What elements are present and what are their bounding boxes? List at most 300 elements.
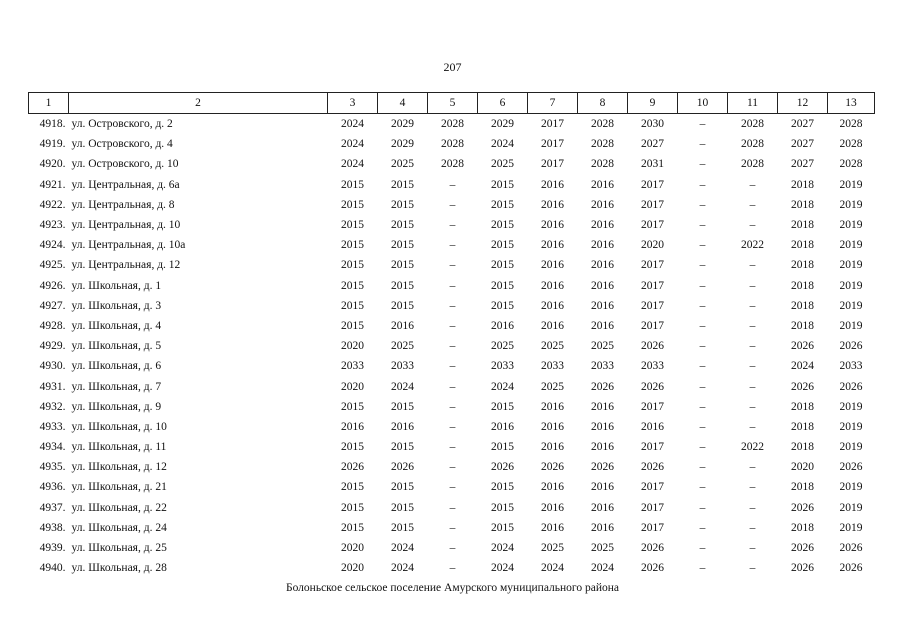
row-number: 4938. — [39, 521, 66, 534]
address-cell: ул. Центральная, д. 8 — [71, 198, 175, 211]
year-cell-col-8: 2016 — [591, 319, 614, 332]
address-cell: ул. Школьная, д. 28 — [71, 562, 167, 575]
row-number: 4931. — [39, 380, 66, 393]
year-cell-col-12: 2027 — [791, 118, 814, 131]
year-cell-col-11: – — [749, 178, 756, 191]
year-cell-col-7: 2024 — [541, 562, 564, 575]
year-cell-col-11: – — [749, 542, 756, 555]
row-number: 4919. — [39, 138, 66, 151]
year-cell-col-3: 2015 — [341, 279, 364, 292]
year-cell-col-11: – — [749, 461, 756, 474]
year-cell-col-6: 2015 — [491, 521, 514, 534]
year-cell-col-5: – — [449, 279, 456, 292]
year-cell-col-7: 2025 — [541, 542, 564, 555]
year-cell-col-8: 2016 — [591, 400, 614, 413]
year-cell-col-12: 2026 — [791, 542, 814, 555]
year-cell-col-10: – — [699, 481, 706, 494]
year-cell-col-12: 2018 — [791, 279, 814, 292]
year-cell-col-7: 2016 — [541, 441, 564, 454]
year-cell-col-11: – — [749, 299, 756, 312]
year-cell-col-8: 2016 — [591, 279, 614, 292]
year-cell-col-5: – — [449, 319, 456, 332]
year-cell-col-13: 2026 — [839, 542, 863, 555]
year-cell-col-11: – — [749, 219, 756, 232]
row-number: 4921. — [39, 178, 66, 191]
year-cell-col-8: 2016 — [591, 299, 614, 312]
column-header-10: 10 — [678, 93, 728, 114]
year-cell-col-11: – — [749, 340, 756, 353]
year-cell-col-13: 2019 — [839, 279, 863, 292]
year-cell-col-9: 2017 — [641, 299, 664, 312]
year-cell-col-6: 2016 — [491, 319, 514, 332]
year-cell-col-9: 2017 — [641, 501, 664, 514]
year-cell-col-5: – — [449, 420, 456, 433]
year-cell-col-7: 2016 — [541, 178, 564, 191]
year-cell-col-12: 2024 — [791, 360, 814, 373]
row-number: 4927. — [39, 299, 66, 312]
year-cell-col-10: – — [699, 299, 706, 312]
year-cell-col-3: 2033 — [341, 360, 364, 373]
year-cell-col-9: 2017 — [641, 319, 664, 332]
year-cell-col-3: 2020 — [341, 542, 364, 555]
table-row — [29, 558, 875, 578]
address-cell: ул. Школьная, д. 5 — [71, 340, 162, 353]
year-cell-col-9: 2017 — [641, 521, 664, 534]
year-cell-col-10: – — [699, 501, 706, 514]
year-cell-col-5: – — [449, 219, 456, 232]
year-cell-col-5: – — [449, 259, 456, 272]
year-cell-col-7: 2016 — [541, 299, 564, 312]
year-cell-col-9: 2020 — [641, 239, 664, 252]
year-cell-col-12: 2026 — [791, 340, 814, 353]
year-cell-col-5: – — [449, 239, 456, 252]
year-cell-col-10: – — [699, 158, 706, 171]
year-cell-col-6: 2025 — [491, 158, 514, 171]
year-cell-col-5: – — [449, 400, 456, 413]
year-cell-col-4: 2024 — [391, 562, 414, 575]
year-cell-col-10: – — [699, 198, 706, 211]
year-cell-col-9: 2031 — [641, 158, 664, 171]
year-cell-col-5: – — [449, 380, 456, 393]
address-cell: ул. Центральная, д. 10а — [71, 239, 186, 252]
year-cell-col-11: 2028 — [741, 118, 764, 131]
year-cell-col-6: 2024 — [491, 542, 514, 555]
year-cell-col-4: 2029 — [391, 118, 414, 131]
year-cell-col-10: – — [699, 380, 706, 393]
year-cell-col-10: – — [699, 138, 706, 151]
year-cell-col-10: – — [699, 441, 706, 454]
year-cell-col-12: 2018 — [791, 441, 814, 454]
year-cell-col-4: 2016 — [391, 420, 414, 433]
year-cell-col-12: 2026 — [791, 501, 814, 514]
row-number: 4934. — [39, 441, 66, 454]
year-cell-col-4: 2029 — [391, 138, 414, 151]
year-cell-col-6: 2026 — [491, 461, 514, 474]
year-cell-col-5: 2028 — [441, 158, 464, 171]
year-cell-col-5: – — [449, 198, 456, 211]
year-cell-col-13: 2019 — [839, 481, 863, 494]
year-cell-col-7: 2016 — [541, 198, 564, 211]
year-cell-col-13: 2033 — [839, 360, 863, 373]
year-cell-col-13: 2019 — [839, 178, 863, 191]
year-cell-col-5: – — [449, 360, 456, 373]
year-cell-col-3: 2024 — [341, 138, 364, 151]
year-cell-col-10: – — [699, 239, 706, 252]
year-cell-col-3: 2020 — [341, 562, 364, 575]
year-cell-col-4: 2025 — [391, 158, 414, 171]
column-header-11: 11 — [728, 93, 778, 114]
year-cell-col-5: – — [449, 461, 456, 474]
year-cell-col-3: 2015 — [341, 501, 364, 514]
year-cell-col-5: – — [449, 178, 456, 191]
row-number: 4929. — [39, 340, 66, 353]
row-number: 4930. — [39, 360, 66, 373]
table-row — [29, 437, 875, 457]
address-cell: ул. Школьная, д. 24 — [71, 521, 167, 534]
table-row — [29, 356, 875, 376]
year-cell-col-12: 2018 — [791, 400, 814, 413]
year-cell-col-11: – — [749, 380, 756, 393]
year-cell-col-5: – — [449, 562, 456, 575]
year-cell-col-12: 2018 — [791, 259, 814, 272]
year-cell-col-11: – — [749, 279, 756, 292]
table-row — [29, 134, 875, 154]
year-cell-col-3: 2015 — [341, 198, 364, 211]
year-cell-col-12: 2026 — [791, 380, 814, 393]
year-cell-col-10: – — [699, 400, 706, 413]
year-cell-col-4: 2015 — [391, 279, 414, 292]
year-cell-col-4: 2024 — [391, 380, 414, 393]
table-row — [29, 255, 875, 275]
year-cell-col-4: 2015 — [391, 178, 414, 191]
year-cell-col-6: 2016 — [491, 420, 514, 433]
year-cell-col-13: 2019 — [839, 400, 863, 413]
year-cell-col-8: 2016 — [591, 198, 614, 211]
address-cell: ул. Школьная, д. 21 — [71, 481, 167, 494]
year-cell-col-6: 2025 — [491, 340, 514, 353]
table-row — [29, 195, 875, 215]
year-cell-col-4: 2015 — [391, 259, 414, 272]
year-cell-col-6: 2015 — [491, 178, 514, 191]
year-cell-col-10: – — [699, 420, 706, 433]
address-cell: ул. Центральная, д. 10 — [71, 219, 181, 232]
row-number: 4939. — [39, 542, 66, 555]
year-cell-col-3: 2024 — [341, 118, 364, 131]
year-cell-col-6: 2015 — [491, 198, 514, 211]
column-header-3: 3 — [328, 93, 378, 114]
year-cell-col-3: 2020 — [341, 380, 364, 393]
row-number: 4925. — [39, 259, 66, 272]
year-cell-col-3: 2015 — [341, 239, 364, 252]
column-header-8: 8 — [578, 93, 628, 114]
year-cell-col-7: 2025 — [541, 380, 564, 393]
year-cell-col-12: 2018 — [791, 420, 814, 433]
year-cell-col-8: 2033 — [591, 360, 614, 373]
address-cell: ул. Центральная, д. 6а — [71, 178, 180, 191]
year-cell-col-7: 2016 — [541, 239, 564, 252]
address-cell: ул. Школьная, д. 22 — [71, 501, 167, 514]
year-cell-col-11: – — [749, 521, 756, 534]
year-cell-col-6: 2015 — [491, 441, 514, 454]
year-cell-col-6: 2015 — [491, 239, 514, 252]
year-cell-col-11: – — [749, 259, 756, 272]
year-cell-col-8: 2016 — [591, 420, 614, 433]
year-cell-col-11: 2028 — [741, 138, 764, 151]
table-row — [29, 457, 875, 477]
year-cell-col-8: 2016 — [591, 481, 614, 494]
year-cell-col-13: 2019 — [839, 239, 863, 252]
table-body — [29, 114, 875, 579]
row-number: 4924. — [39, 239, 66, 252]
year-cell-col-7: 2017 — [541, 118, 564, 131]
address-cell: ул. Школьная, д. 1 — [71, 279, 162, 292]
table-row — [29, 276, 875, 296]
year-cell-col-8: 2025 — [591, 542, 614, 555]
row-number: 4918. — [39, 118, 66, 131]
year-cell-col-13: 2028 — [839, 138, 863, 151]
year-cell-col-12: 2020 — [791, 461, 814, 474]
year-cell-col-10: – — [699, 360, 706, 373]
year-cell-col-11: 2022 — [741, 441, 764, 454]
year-cell-col-9: 2017 — [641, 198, 664, 211]
column-header-4: 4 — [378, 93, 428, 114]
row-number: 4940. — [39, 562, 66, 575]
year-cell-col-6: 2024 — [491, 380, 514, 393]
address-cell: ул. Островского, д. 2 — [71, 118, 173, 131]
address-cell: ул. Школьная, д. 6 — [71, 360, 162, 373]
year-cell-col-12: 2018 — [791, 178, 814, 191]
year-cell-col-13: 2019 — [839, 299, 863, 312]
table-row — [29, 215, 875, 235]
year-cell-col-13: 2019 — [839, 441, 863, 454]
column-header-6: 6 — [478, 93, 528, 114]
year-cell-col-7: 2016 — [541, 521, 564, 534]
year-cell-col-10: – — [699, 521, 706, 534]
year-cell-col-8: 2016 — [591, 259, 614, 272]
year-cell-col-4: 2015 — [391, 501, 414, 514]
year-cell-col-7: 2017 — [541, 158, 564, 171]
column-header-13: 13 — [828, 93, 875, 114]
year-cell-col-9: 2027 — [641, 138, 664, 151]
table-row — [29, 518, 875, 538]
table-row — [29, 538, 875, 558]
year-cell-col-7: 2016 — [541, 219, 564, 232]
year-cell-col-9: 2026 — [641, 562, 664, 575]
table-row — [29, 376, 875, 396]
year-cell-col-11: 2022 — [741, 239, 764, 252]
year-cell-col-12: 2018 — [791, 239, 814, 252]
table-row — [29, 175, 875, 195]
year-cell-col-4: 2015 — [391, 239, 414, 252]
year-cell-col-5: – — [449, 441, 456, 454]
year-cell-col-12: 2018 — [791, 198, 814, 211]
year-cell-col-12: 2018 — [791, 219, 814, 232]
year-cell-col-9: 2033 — [641, 360, 664, 373]
year-cell-col-9: 2017 — [641, 259, 664, 272]
year-cell-col-7: 2016 — [541, 481, 564, 494]
year-cell-col-11: – — [749, 501, 756, 514]
address-cell: ул. Островского, д. 4 — [71, 138, 173, 151]
year-cell-col-9: 2026 — [641, 461, 664, 474]
year-cell-col-3: 2020 — [341, 340, 364, 353]
address-cell: ул. Школьная, д. 3 — [71, 299, 162, 312]
year-cell-col-4: 2033 — [391, 360, 414, 373]
year-cell-col-13: 2019 — [839, 521, 863, 534]
year-cell-col-7: 2016 — [541, 319, 564, 332]
year-cell-col-4: 2015 — [391, 481, 414, 494]
year-cell-col-8: 2025 — [591, 340, 614, 353]
year-cell-col-9: 2016 — [641, 420, 664, 433]
year-cell-col-10: – — [699, 279, 706, 292]
address-cell: ул. Школьная, д. 25 — [71, 542, 167, 555]
year-cell-col-6: 2015 — [491, 259, 514, 272]
year-cell-col-12: 2027 — [791, 158, 814, 171]
year-cell-col-7: 2016 — [541, 420, 564, 433]
address-cell: ул. Школьная, д. 9 — [71, 400, 162, 413]
year-cell-col-9: 2017 — [641, 400, 664, 413]
year-cell-col-9: 2017 — [641, 178, 664, 191]
year-cell-col-11: – — [749, 400, 756, 413]
page-footer: Болоньское сельское поселение Амурского муниципального района — [285, 582, 619, 594]
table-row — [29, 498, 875, 518]
year-cell-col-5: – — [449, 340, 456, 353]
year-cell-col-5: – — [449, 481, 456, 494]
table-row — [29, 154, 875, 174]
address-cell: ул. Школьная, д. 10 — [71, 420, 167, 433]
year-cell-col-8: 2016 — [591, 501, 614, 514]
year-cell-col-3: 2016 — [341, 420, 364, 433]
year-cell-col-11: 2028 — [741, 158, 764, 171]
year-cell-col-9: 2026 — [641, 542, 664, 555]
year-cell-col-8: 2026 — [591, 461, 614, 474]
year-cell-col-6: 2015 — [491, 299, 514, 312]
table-row — [29, 336, 875, 356]
row-number: 4923. — [39, 219, 66, 232]
year-cell-col-10: – — [699, 340, 706, 353]
year-cell-col-13: 2026 — [839, 461, 863, 474]
year-cell-col-13: 2019 — [839, 501, 863, 514]
year-cell-col-8: 2016 — [591, 239, 614, 252]
address-cell: ул. Школьная, д. 4 — [71, 319, 162, 332]
year-cell-col-9: 2017 — [641, 279, 664, 292]
year-cell-col-7: 2033 — [541, 360, 564, 373]
row-number: 4935. — [39, 461, 66, 474]
year-cell-col-5: – — [449, 542, 456, 555]
table-row — [29, 417, 875, 437]
year-cell-col-7: 2026 — [541, 461, 564, 474]
year-cell-col-12: 2018 — [791, 481, 814, 494]
year-cell-col-4: 2024 — [391, 542, 414, 555]
year-cell-col-13: 2019 — [839, 259, 863, 272]
year-cell-col-11: – — [749, 319, 756, 332]
year-cell-col-13: 2019 — [839, 198, 863, 211]
row-number: 4922. — [39, 198, 66, 211]
column-header-2: 2 — [69, 93, 328, 114]
year-cell-col-7: 2016 — [541, 501, 564, 514]
year-cell-col-11: – — [749, 360, 756, 373]
year-cell-col-13: 2026 — [839, 562, 863, 575]
table-row — [29, 114, 875, 135]
row-number: 4936. — [39, 481, 66, 494]
year-cell-col-13: 2028 — [839, 158, 863, 171]
year-cell-col-3: 2015 — [341, 319, 364, 332]
year-cell-col-8: 2016 — [591, 178, 614, 191]
year-cell-col-6: 2029 — [491, 118, 514, 131]
column-header-5: 5 — [428, 93, 478, 114]
schedule-table — [28, 92, 875, 578]
year-cell-col-11: – — [749, 562, 756, 575]
year-cell-col-9: 2017 — [641, 219, 664, 232]
page-number: 207 — [443, 60, 462, 74]
year-cell-col-5: 2028 — [441, 138, 464, 151]
year-cell-col-7: 2017 — [541, 138, 564, 151]
address-cell: ул. Школьная, д. 11 — [71, 441, 167, 454]
year-cell-col-9: 2030 — [641, 118, 664, 131]
year-cell-col-3: 2015 — [341, 259, 364, 272]
year-cell-col-6: 2015 — [491, 219, 514, 232]
year-cell-col-10: – — [699, 562, 706, 575]
column-header-1: 1 — [29, 93, 69, 114]
year-cell-col-5: – — [449, 299, 456, 312]
year-cell-col-7: 2016 — [541, 279, 564, 292]
year-cell-col-9: 2026 — [641, 380, 664, 393]
row-number: 4920. — [39, 158, 66, 171]
year-cell-col-9: 2017 — [641, 481, 664, 494]
year-cell-col-12: 2018 — [791, 319, 814, 332]
year-cell-col-10: – — [699, 542, 706, 555]
address-cell: ул. Островского, д. 10 — [71, 158, 179, 171]
year-cell-col-3: 2015 — [341, 521, 364, 534]
year-cell-col-13: 2026 — [839, 340, 863, 353]
year-cell-col-4: 2015 — [391, 400, 414, 413]
year-cell-col-9: 2017 — [641, 441, 664, 454]
year-cell-col-10: – — [699, 178, 706, 191]
column-number-row — [29, 93, 875, 114]
year-cell-col-5: – — [449, 521, 456, 534]
year-cell-col-10: – — [699, 319, 706, 332]
column-header-9: 9 — [628, 93, 678, 114]
year-cell-col-8: 2028 — [591, 118, 614, 131]
year-cell-col-12: 2018 — [791, 521, 814, 534]
row-number: 4932. — [39, 400, 66, 413]
year-cell-col-7: 2025 — [541, 340, 564, 353]
year-cell-col-6: 2024 — [491, 138, 514, 151]
column-header-12: 12 — [778, 93, 828, 114]
address-cell: ул. Центральная, д. 12 — [71, 259, 181, 272]
year-cell-col-3: 2015 — [341, 219, 364, 232]
table-row — [29, 235, 875, 255]
year-cell-col-3: 2015 — [341, 441, 364, 454]
year-cell-col-8: 2024 — [591, 562, 614, 575]
year-cell-col-11: – — [749, 420, 756, 433]
year-cell-col-4: 2016 — [391, 319, 414, 332]
year-cell-col-3: 2024 — [341, 158, 364, 171]
year-cell-col-6: 2015 — [491, 481, 514, 494]
table-row — [29, 477, 875, 497]
year-cell-col-8: 2016 — [591, 441, 614, 454]
year-cell-col-11: – — [749, 481, 756, 494]
year-cell-col-7: 2016 — [541, 400, 564, 413]
year-cell-col-4: 2015 — [391, 198, 414, 211]
table-row — [29, 296, 875, 316]
year-cell-col-12: 2026 — [791, 562, 814, 575]
year-cell-col-5: – — [449, 501, 456, 514]
address-cell: ул. Школьная, д. 12 — [71, 461, 167, 474]
year-cell-col-12: 2027 — [791, 138, 814, 151]
year-cell-col-13: 2026 — [839, 380, 863, 393]
year-cell-col-4: 2015 — [391, 219, 414, 232]
year-cell-col-3: 2026 — [341, 461, 364, 474]
